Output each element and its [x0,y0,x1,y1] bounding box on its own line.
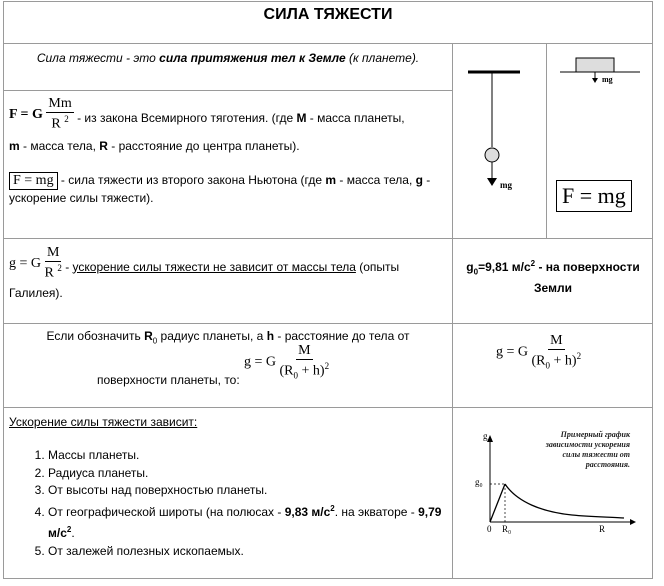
gravitation-explanation-cont [9,138,449,154]
row-divider [3,238,653,239]
formula-numerator: M [46,245,60,260]
definition-text [4,51,452,65]
list-item: 1. Массы планеты. [48,447,450,465]
graph-x-zero: 0 [487,524,492,534]
list-item: 5. От залежей полезных ископаемых. [48,543,450,561]
heading-text: Ускорение силы тяжести зависит: [9,415,198,429]
column-divider [452,43,453,579]
text-bold: R [144,329,153,343]
definition-part: (к планете). [345,51,420,65]
row-divider [3,90,453,91]
accel-formula [9,245,62,281]
graph-caption: Примерный график зависимости ускорения силы тяжести от расстояния. [545,430,630,469]
text-sup: 2 [530,259,536,268]
text-part: - сила тяжести из второго закона Ньютона (где [57,173,326,187]
graph-x-r0: R₀ [502,524,512,534]
block-label: mg [602,75,613,84]
block-body [576,58,614,72]
formula-lhs: F = G [9,106,43,122]
formula-numerator: M [298,343,311,358]
graph-y-label: g [483,431,488,441]
text-part: - из закона Всемирного тяготения. (где [77,110,297,125]
text-bold: 9,79 м/с [48,504,442,540]
text-part: - ускорение силы тяжести). [9,173,431,205]
g0-text [456,256,650,296]
formula-lhs: g = G [9,255,42,271]
text-bold: m [325,173,337,187]
text-bold: m [9,139,20,153]
pendulum-ball [485,148,499,162]
block-arrow-head [592,78,598,83]
list-item [48,500,450,543]
height-text-cont: поверхности планеты, то: [97,373,240,387]
page-title: СИЛА ТЯЖЕСТИ [263,6,393,23]
formula-numerator: Mm [48,96,72,111]
boxed-formula: F = mg [556,180,632,212]
table-border-left [3,1,4,579]
newton-explanation [9,173,430,205]
formula-exponent: 2 [57,263,62,273]
text-part: - расстояние до тела от [274,329,410,343]
graph-x-arrow [630,519,636,525]
text-part: g [466,260,474,274]
text-bold: h [266,329,275,343]
text-bold: g [415,173,423,187]
column-divider [546,43,547,239]
block-figure [560,48,640,88]
newton-block [9,172,449,206]
text-part: . на экваторе - [334,504,419,519]
newton-formula: F = mg [9,172,58,190]
formula-lhs: g = G [496,344,529,360]
formula-exponent: 2 [324,361,330,371]
text-bold: 9,83 м/с [284,504,331,519]
text-sup: 2 [330,503,335,513]
graph-y-tick: g₀ [475,477,483,487]
text-sub: 0 [473,267,479,277]
depends-list [30,447,450,560]
row-divider [3,323,653,324]
table-border-right [652,1,653,579]
text-part: радиус планеты, а [157,329,267,343]
list-item: 3. От высоты над поверхностью планеты. [48,482,450,500]
accel-explanation [9,260,399,300]
row-divider [3,43,653,44]
text-part: Если обозначить [46,329,145,343]
table-border-top [3,1,653,2]
formula-denominator: (R [531,353,546,369]
formula-denominator-rest: + h) [298,363,325,379]
definition-part: Сила тяжести - это [36,51,160,65]
graph-x-r: R [599,524,606,534]
text-underlined: ускорение силы тяжести не зависит от массы тела [72,259,356,274]
text-part: - масса планеты, [306,110,405,125]
accel-block [9,245,449,300]
text-part: - на поверхности Земли [534,260,640,296]
depends-heading [9,414,197,430]
height-formula-right [496,334,581,370]
height-formula [244,344,329,380]
list-item: 2. Радиуса планеты. [48,465,450,483]
text-part: (опыты Галилея). [9,259,400,300]
text-part: - [65,259,73,274]
gravitation-block [9,97,449,132]
gravitation-explanation [77,111,405,125]
table-border-bottom [3,578,653,579]
formula-denominator: (R [279,363,294,379]
force-arrow-head [487,178,497,186]
graph-inner-line [490,484,505,522]
formula-numerator: M [550,333,563,348]
formula-exponent: 2 [576,351,582,361]
text-part: . [71,526,75,540]
graph-outer-curve [505,484,624,518]
formula-denominator: R [51,116,61,132]
formula-denominator-rest: + h) [550,353,577,369]
pendulum-label: mg [500,180,512,190]
text-part: - масса тела, [336,173,416,187]
text-part: От географической широты (на полюсах - [48,504,285,519]
text-part: - масса тела, [19,139,100,153]
formula-sub: 0 [545,360,551,371]
text-sup: 2 [66,525,72,534]
text-part: =9,81 м/с [478,260,531,274]
gravitation-formula [9,96,74,132]
text-bold: M [296,110,307,125]
text-sub: 0 [152,336,158,346]
text-part: - расстояние до центра планеты). [107,139,300,153]
text-bold: R [99,139,108,153]
definition-bold: сила притяжения тел к Земле [159,51,346,65]
formula-exponent: 2 [64,114,69,124]
formula-denominator: R [44,265,54,281]
height-text [4,328,452,349]
pendulum-figure [460,62,530,202]
formula-sub: 0 [293,370,299,381]
formula-lhs: g = G [244,354,277,370]
row-divider [3,407,653,408]
